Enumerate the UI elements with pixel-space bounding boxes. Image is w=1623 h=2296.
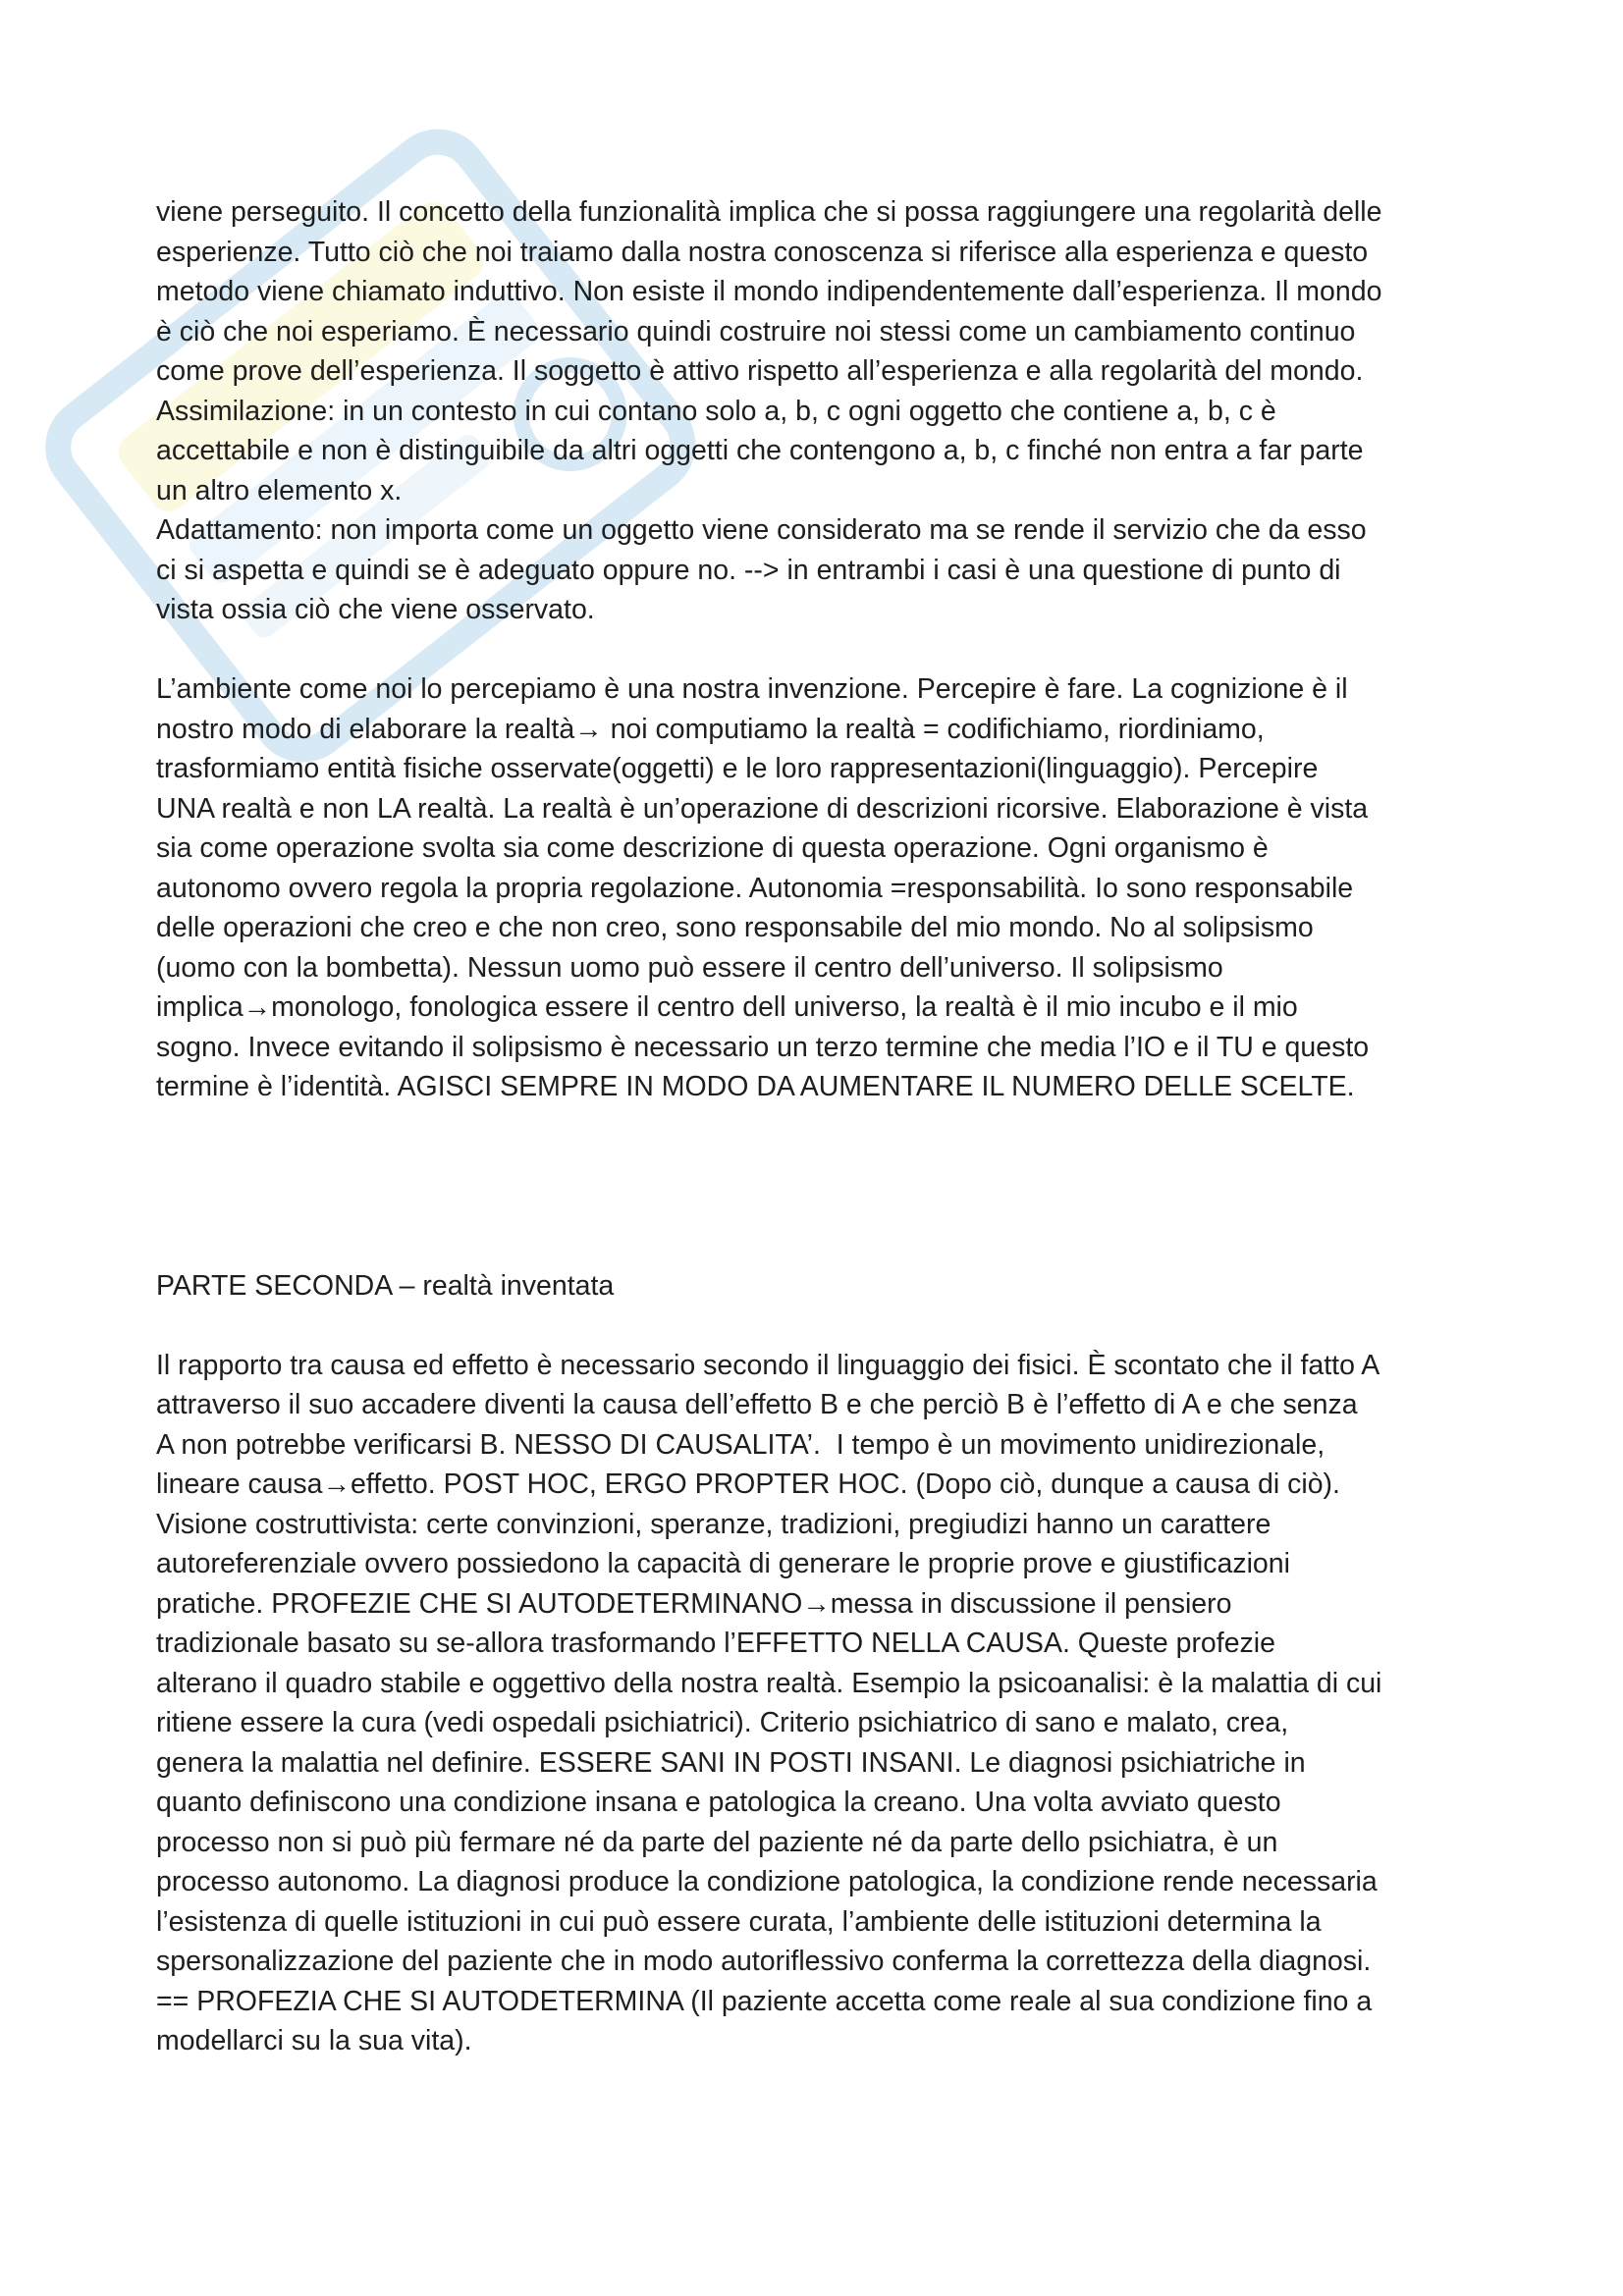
- text-line: UNA realtà e non LA realtà. La realtà è un’operazione di descrizioni ricorsive. Elaborazione è vista: [156, 792, 1369, 825]
- text-line: l’esistenza di quelle istituzioni in cui può essere curata, l’ambiente delle istituzioni determina la: [156, 1905, 1322, 1938]
- text-line: vista ossia ciò che viene osservato.: [156, 594, 595, 625]
- text-line: ritiene essere la cura (vedi ospedali psichiatrici). Criterio psichiatrico di sano e malato, crea,: [156, 1707, 1289, 1738]
- text-line: Assimilazione: in un contesto in cui contano solo a, b, c ogni oggetto che contiene a, b, c è: [156, 395, 1276, 427]
- text-line: termine è l’identità. AGISCI SEMPRE IN MODO DA AUMENTARE IL NUMERO DELLE SCELTE.: [156, 1071, 1355, 1102]
- document-body: [156, 192, 1488, 2061]
- text-line: processo autonomo. La diagnosi produce la condizione patologica, la condizione rende necessaria: [156, 1866, 1378, 1897]
- section-paragraph-1: [156, 192, 1488, 630]
- text-line: A non potrebbe verificarsi B. NESSO DI CAUSALITA’. I tempo è un movimento unidirezionale,: [156, 1428, 1325, 1461]
- text-line: viene perseguito. Il concetto della funzionalità implica che si possa raggiungere una regolarità delle: [156, 196, 1382, 228]
- text-line: sia come operazione svolta sia come descrizione di questa operazione. Ogni organismo è: [156, 832, 1269, 864]
- text-line: == PROFEZIA CHE SI AUTODETERMINA (Il paziente accetta come reale al sua condizione fino a: [156, 1985, 1373, 2017]
- text-line: tradizionale basato su se-allora trasformando l’EFFETTO NELLA CAUSA. Queste profezie: [156, 1628, 1275, 1659]
- text-line: accettabile e non è distinguibile da altri oggetti che contengono a, b, c finché non entra a far parte: [156, 435, 1364, 466]
- text-line: autonomo ovvero regola la propria regolazione. Autonomia =responsabilità. Io sono responsabile: [156, 872, 1354, 904]
- paragraph-gap: [156, 1306, 1488, 1346]
- text-line: autoreferenziale ovvero possiedono la capacità di generare le proprie prove e giustificazioni: [156, 1548, 1290, 1579]
- text-line: un altro elemento x.: [156, 474, 403, 507]
- section-paragraph-3: [156, 1346, 1488, 2061]
- text-line: (uomo con la bombetta). Nessun uomo può essere il centro dell’universo. Il solipsismo: [156, 951, 1223, 984]
- text-line: è ciò che noi esperiamo. È necessario quindi costruire noi stessi come un cambiamento continuo: [156, 315, 1356, 347]
- text-line: delle operazioni che creo e che non creo, sono responsabile del mio mondo. No al solipsismo: [156, 912, 1314, 943]
- text-line: processo non si può più fermare né da parte del paziente né da parte dello psichiatra, è un: [156, 1826, 1278, 1858]
- text-line: L’ambiente come noi lo percepiamo è una nostra invenzione. Percepire è fare. La cognizione è il: [156, 673, 1348, 705]
- text-line: attraverso il suo accadere diventi la causa dell’effetto B e che perciò B è l’effetto di A e che senza: [156, 1389, 1358, 1420]
- text-line: modellarci su la sua vita).: [156, 2025, 472, 2056]
- text-line: Il rapporto tra causa ed effetto è necessario secondo il linguaggio dei fisici. È scontato che il fatto A: [156, 1349, 1380, 1381]
- text-line: genera la malattia nel definire. ESSERE SANI IN POSTI INSANI. Le diagnosi psichiatriche in: [156, 1746, 1306, 1779]
- text-line: trasformiamo entità fisiche osservate(oggetti) e le loro rappresentazioni(linguaggio). Percepire: [156, 753, 1319, 784]
- section-gap: [156, 1107, 1488, 1266]
- text-line: sogno. Invece evitando il solipsismo è necessario un terzo termine che media l’IO e il TU e questo: [156, 1031, 1370, 1063]
- section-heading: PARTE SECONDA – realtà inventata: [156, 1269, 615, 1302]
- text-line: ci si aspetta e quindi se è adeguato oppure no. --> in entrambi i casi è una questione di punto di: [156, 554, 1341, 586]
- text-line: alterano il quadro stabile e oggettivo della nostra realtà. Esempio la psicoanalisi: è la malattia di cui: [156, 1667, 1382, 1699]
- text-line: Visione costruttivista: certe convinzioni, speranze, tradizioni, pregiudizi hanno un carattere: [156, 1508, 1271, 1540]
- text-line: lineare causa→effetto. POST HOC, ERGO PROPTER HOC. (Dopo ciò, dunque a causa di ciò).: [156, 1468, 1340, 1500]
- text-line: spersonalizzazione del paziente che in modo autoriflessivo conferma la correttezza della diagnosi.: [156, 1946, 1372, 1977]
- text-line: quanto definiscono una condizione insana e patologica la creano. Una volta avviato questo: [156, 1787, 1281, 1818]
- text-line: nostro modo di elaborare la realtà→ noi computiamo la realtà = codifichiamo, riordiniamo,: [156, 713, 1265, 745]
- text-line: come prove dell’esperienza. Il soggetto è attivo rispetto all’esperienza e alla regolarità del mondo.: [156, 355, 1364, 387]
- text-line: esperienze. Tutto ciò che noi traiamo dalla nostra conoscenza si riferisce alla esperienza e questo: [156, 236, 1369, 268]
- text-line: metodo viene chiamato induttivo. Non esiste il mondo indipendentemente dall’esperienza. Il mondo: [156, 276, 1382, 307]
- text-line: implica→monologo, fonologica essere il centro dell universo, la realtà è il mio incubo e il mio: [156, 991, 1298, 1023]
- text-line: Adattamento: non importa come un oggetto viene considerato ma se rende il servizio che da esso: [156, 514, 1367, 546]
- text-line: pratiche. PROFEZIE CHE SI AUTODETERMINANO→messa in discussione il pensiero: [156, 1587, 1232, 1620]
- paragraph-gap: [156, 630, 1488, 670]
- section-paragraph-2: [156, 669, 1488, 1107]
